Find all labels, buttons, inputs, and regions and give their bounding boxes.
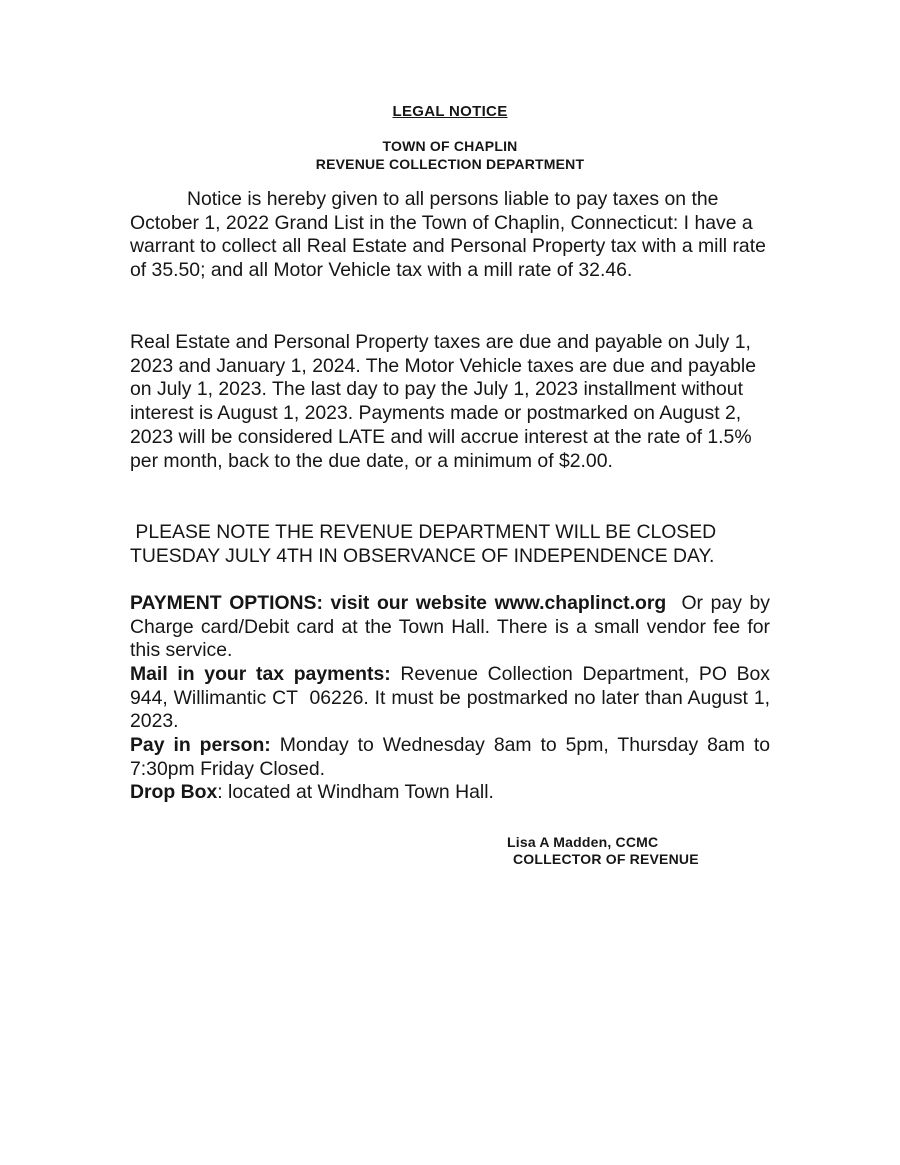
document-title-text: LEGAL NOTICE xyxy=(392,103,508,120)
pay-in-person-text: Monday to Wednesday 8am to 5pm, Thursday 8am to 7:30pm Friday Closed. xyxy=(130,734,776,780)
paragraph-holiday-closure: PLEASE NOTE THE REVENUE DEPARTMENT WILL BE CLOSED TUESDAY JULY 4TH IN OBSERVANCE OF INDEPENDENCE DAY. xyxy=(130,521,722,567)
paragraph-mail-payments xyxy=(130,663,776,734)
drop-box-text: : located at Windham Town Hall. xyxy=(217,781,494,803)
org-name: TOWN OF CHAPLIN xyxy=(382,138,518,154)
paragraph-payment-options xyxy=(130,592,776,663)
mail-payments-text: Revenue Collection Department, PO Box 944, Willimantic CT 06226. It must be postmarked no later than August 1, 2023. xyxy=(130,663,776,733)
paragraph-due-dates: Real Estate and Personal Property taxes are due and payable on July 1, 2023 and January 1, 2024. The Motor Vehicle taxes are due and payable on July 1, 2023. The last day to pay the July 1, 2023 installment without interest is August 1, 2023. Payments made or postmarked on August 2, 2023 will be considered LATE and will accrue interest at the rate of 1.5% per month, back to the due date, or a minimum of $2.00. xyxy=(130,331,762,472)
signature-block xyxy=(507,834,699,868)
paragraph-pay-in-person xyxy=(130,734,776,781)
payment-options-text: Or pay by Charge card/Debit card at the Town Hall. There is a small vendor fee for this service. xyxy=(130,592,776,662)
payment-options-label: PAYMENT OPTIONS: visit our website xyxy=(130,592,495,614)
signature-name: Lisa A Madden, CCMC xyxy=(507,834,659,850)
paragraph-notice: Notice is hereby given to all persons liable to pay taxes on the October 1, 2022 Grand List in the Town of Chaplin, Connecticut: I have a warrant to collect all Real Estate and Personal Property tax with a mill rate of 35.50; and all Motor Vehicle tax with a mill rate of 32.46. xyxy=(130,188,772,282)
signature-title: COLLECTOR OF REVENUE xyxy=(513,851,699,867)
document-title xyxy=(0,103,900,120)
pay-in-person-label: Pay in person: xyxy=(130,734,271,756)
org-department: REVENUE COLLECTION DEPARTMENT xyxy=(315,156,585,172)
document-org-block xyxy=(0,137,900,173)
paragraph-drop-box xyxy=(130,781,770,805)
drop-box-label: Drop Box xyxy=(130,781,218,803)
website-url: www.chaplinct.org xyxy=(494,592,667,614)
mail-payments-label: Mail in your tax payments: xyxy=(130,663,391,685)
